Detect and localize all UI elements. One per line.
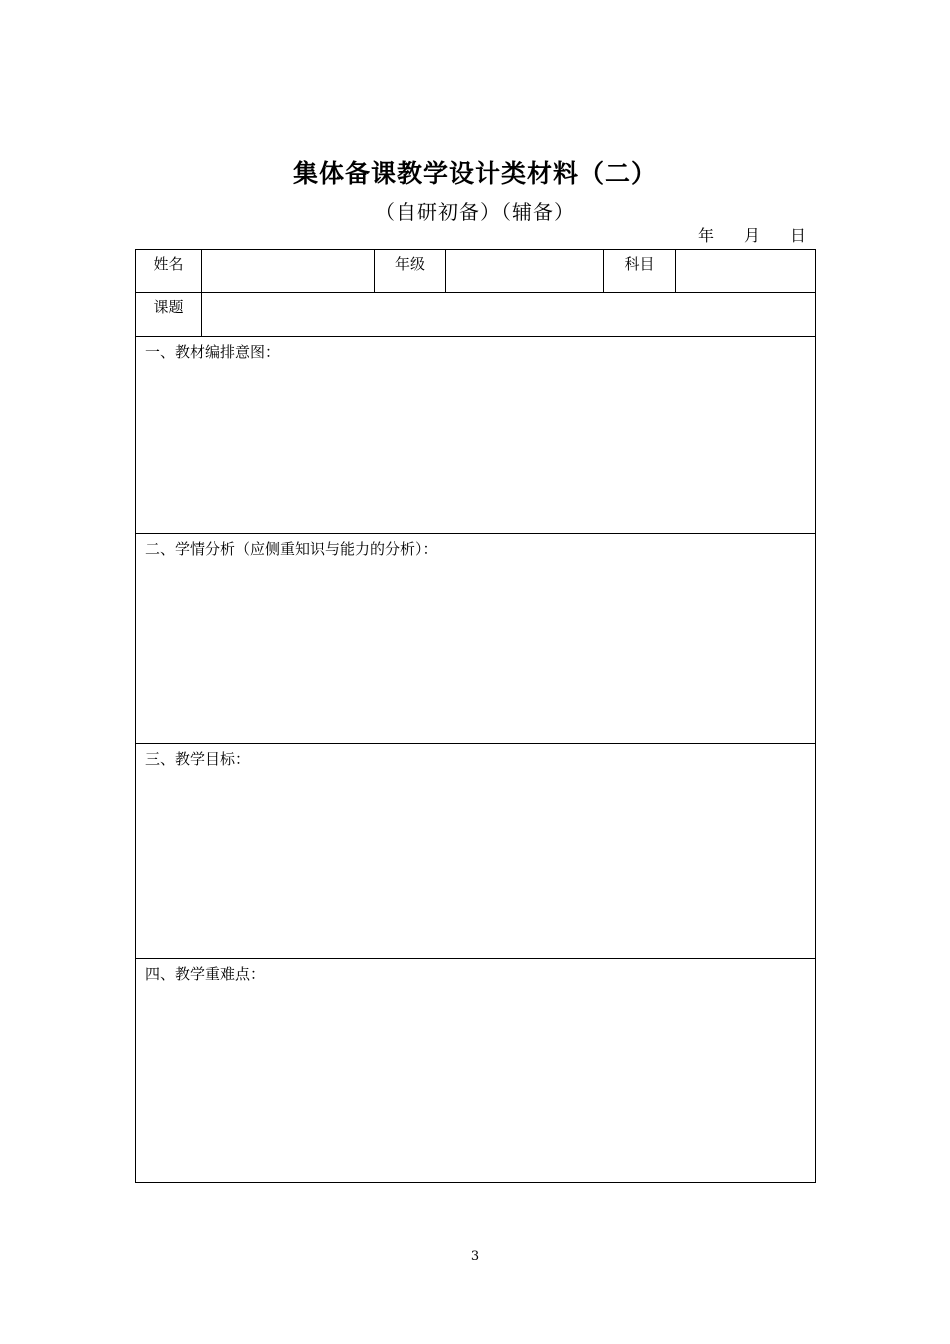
lesson-plan-form <box>135 249 816 1183</box>
grade-field[interactable] <box>446 250 604 292</box>
grade-label: 年级 <box>375 250 446 292</box>
page-number: 3 <box>470 1249 480 1264</box>
section-teaching-objectives[interactable] <box>136 744 815 959</box>
section-label: 二、学情分析（应侧重知识与能力的分析）： <box>145 540 438 558</box>
date-year-label: 年 <box>697 226 714 245</box>
document-title: 集体备课教学设计类材料（二） <box>292 159 657 188</box>
section-label: 一、教材编排意图： <box>145 343 281 361</box>
name-field[interactable] <box>202 250 375 292</box>
date-line <box>698 225 806 247</box>
section-learner-analysis[interactable] <box>136 534 815 744</box>
subject-label: 科目 <box>604 250 676 292</box>
topic-label: 课题 <box>136 293 202 336</box>
subject-field[interactable] <box>676 250 815 292</box>
section-label: 四、教学重难点： <box>145 965 266 983</box>
section-textbook-intent[interactable] <box>136 337 815 534</box>
date-day-label: 日 <box>789 226 806 245</box>
date-month-label: 月 <box>743 226 760 245</box>
name-label: 姓名 <box>136 250 202 292</box>
document-subtitle: （自研初备）（辅备） <box>375 200 575 224</box>
section-label: 三、教学目标： <box>145 750 251 768</box>
info-row <box>136 250 815 293</box>
topic-row <box>136 293 815 337</box>
section-key-difficult-points[interactable] <box>136 959 815 1182</box>
topic-field[interactable] <box>202 293 815 336</box>
